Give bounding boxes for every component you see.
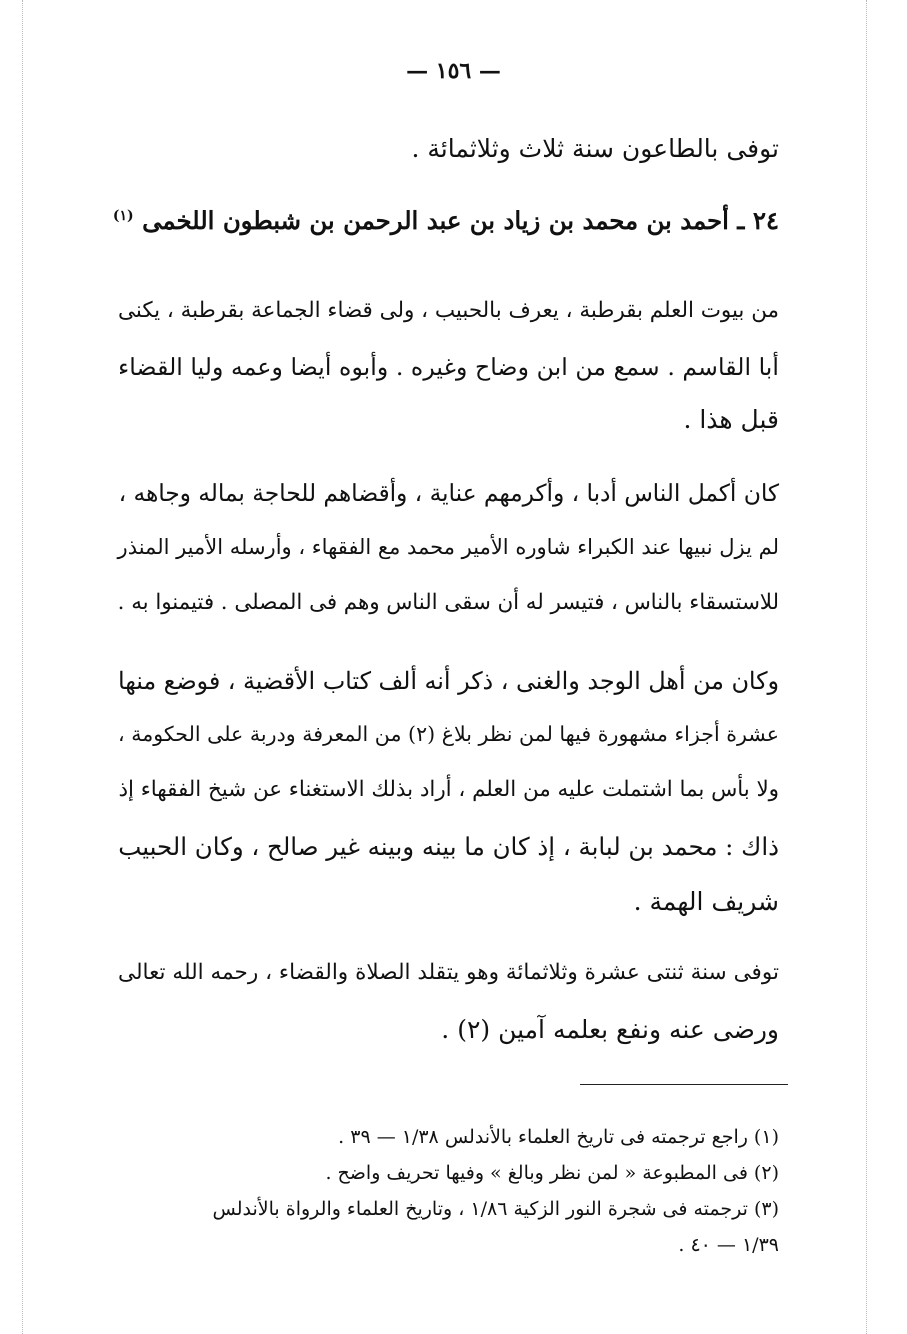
para2-line: للاستسقاء بالناس ، فتيسر له أن سقى الناس وهم فى المصلى . فتيمنوا به . — [117, 590, 779, 615]
para3-line: شريف الهمة . — [633, 887, 779, 916]
para2-line: كان أكمل الناس أدبا ، وأكرمهم عناية ، وأقضاهم للحاجة بماله وجاهه ، — [118, 480, 779, 507]
scan-edge-right — [866, 0, 867, 1334]
intro-line: توفى بالطاعون سنة ثلاث وثلاثمائة . — [411, 134, 779, 163]
scan-edge-left — [22, 0, 23, 1334]
para3-line: وكان من أهل الوجد والغنى ، ذكر أنه ألف كتاب الأقضية ، فوضع منها — [117, 667, 779, 695]
entry-title-text: ٢٤ ـ أحمد بن محمد بن زياد بن عبد الرحمن بن شبطون اللخمى — [142, 206, 779, 235]
para4-line: ورضى عنه ونفع بعلمه آمين (٢) . — [441, 1015, 779, 1044]
footnote: (١) راجع ترجمته فى تاريخ العلماء بالأندلس ١/٣٨ — ٣٩ . — [338, 1126, 779, 1148]
page-number: — ١٥٦ — — [406, 58, 501, 84]
footnote: (٢) فى المطبوعة « لمن نظر وبالغ » وفيها تحريف واضح . — [325, 1162, 779, 1184]
footnote: ١/٣٩ — ٤٠ . — [678, 1234, 779, 1256]
footnote: (٣) ترجمته فى شجرة النور الزكية ١/٨٦ ، وتاريخ العلماء والرواة بالأندلس — [212, 1198, 779, 1220]
para3-line: عشرة أجزاء مشهورة فيها لمن نظر بلاغ (٢) من المعرفة ودربة على الحكومة ، — [118, 722, 779, 746]
entry-title — [113, 206, 779, 235]
title-footnote-ref: (١) — [112, 207, 134, 224]
para3-line: ولا بأس بما اشتملت عليه من العلم ، أراد بذلك الاستغناء عن شيخ الفقهاء إذ — [118, 777, 779, 802]
para3-line: ذاك : محمد بن لبابة ، إذ كان ما بينه وبينه غير صالح ، وكان الحبيب — [118, 832, 779, 861]
footnote-separator — [580, 1084, 788, 1085]
para1-line: قبل هذا . — [683, 405, 779, 434]
para1-line: أبا القاسم . سمع من ابن وضاح وغيره . وأبوه أيضا وعمه وليا القضاء — [118, 353, 779, 381]
para4-line: توفى سنة ثنتى عشرة وثلاثمائة وهو يتقلد الصلاة والقضاء ، رحمه الله تعالى — [118, 960, 779, 985]
para1-line: من بيوت العلم بقرطبة ، يعرف بالحبيب ، ولى قضاء الجماعة بقرطبة ، يكنى — [118, 298, 779, 323]
para2-line: لم يزل نبيها عند الكبراء شاوره الأمير محمد مع الفقهاء ، وأرسله الأمير المنذر — [117, 535, 779, 559]
